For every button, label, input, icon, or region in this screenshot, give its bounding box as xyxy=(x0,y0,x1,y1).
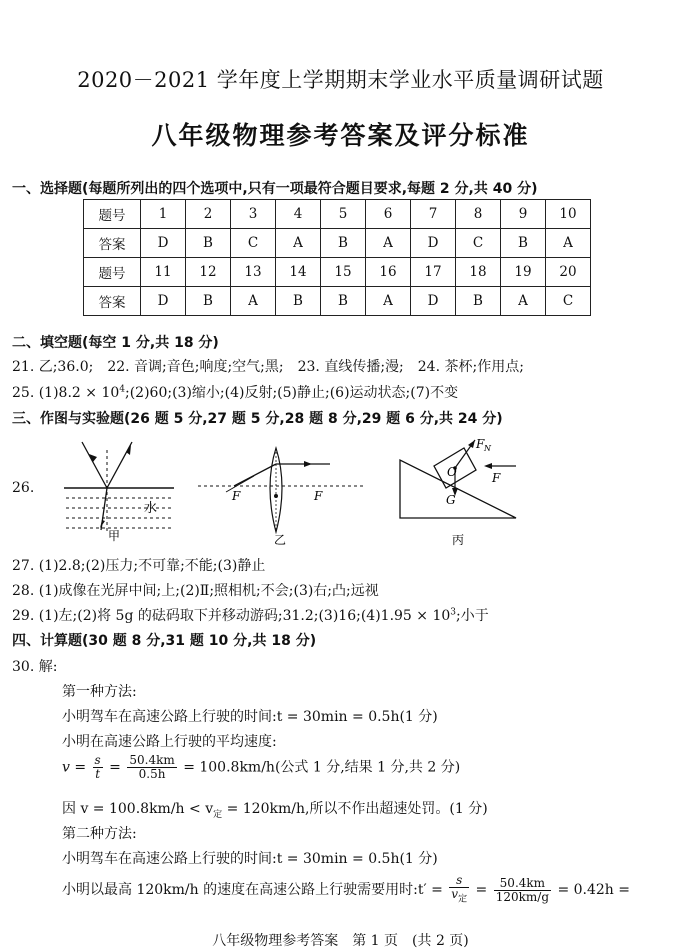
method1-speed-label: 小明在高速公路上行驶的平均速度: xyxy=(62,734,277,750)
table-cell: A xyxy=(231,287,276,316)
speed-comparison: 因 $v = 100.8km/h < v_定 = 120km/h$,所以不作出超速处罚。(1 分) xyxy=(62,801,488,820)
table-cell: 15 xyxy=(321,258,366,287)
table-cell: 12 xyxy=(186,258,231,287)
table-cell: 8 xyxy=(456,200,501,229)
table-cell: B xyxy=(186,229,231,258)
table-cell: 9 xyxy=(501,200,546,229)
figure-caption-jia: 甲 xyxy=(108,529,121,542)
table-cell: A xyxy=(546,229,591,258)
table-cell: 5 xyxy=(321,200,366,229)
table-cell: 3 xyxy=(231,200,276,229)
figure-block-on-incline xyxy=(396,436,526,548)
speed-equation: v = $\frac{s}{t}$ = $\frac{50.4km}{0.5h}$ = 100.8km/h(公式 1 分,结果 1 分,共 2 分) xyxy=(62,753,461,781)
table-cell: B xyxy=(456,287,501,316)
table-cell: 7 xyxy=(411,200,456,229)
method2-time: 小明驾车在高速公路上行驶的时间:t = 30min = 0.5h(1 分) xyxy=(62,851,438,867)
table-row xyxy=(84,200,591,229)
table-cell: B xyxy=(321,287,366,316)
method1-label: 第一种方法: xyxy=(62,684,137,700)
table-cell: 13 xyxy=(231,258,276,287)
table-row xyxy=(84,229,591,258)
section1-heading: 一、选择题(每题所列出的四个选项中,只有一项最符合题目要求,每题 2 分,共 40 分) xyxy=(12,181,538,197)
page-footer: 八年级物理参考答案 第 1 页 (共 2 页) xyxy=(212,933,469,949)
table-cell: A xyxy=(366,229,411,258)
method2-equation: 小明以最高 120km/h 的速度在高速公路上行驶需要用时:t′ = $\frac{s}{v_定}$ = $\frac{50.4km}{120km/g}$ = 0.42h = xyxy=(62,873,631,905)
table-cell: C xyxy=(231,229,276,258)
section3-heading: 三、作图与实验题(26 题 5 分,27 题 5 分,28 题 8 分,29 题 6 分,共 24 分) xyxy=(12,411,503,427)
table-cell: B xyxy=(321,229,366,258)
table-cell: C xyxy=(456,229,501,258)
table-cell: 16 xyxy=(366,258,411,287)
exam-title: 2020－2021 学年度上学期期末学业水平质量调研试题 xyxy=(77,68,604,92)
table-cell: 18 xyxy=(456,258,501,287)
table-cell: 17 xyxy=(411,258,456,287)
water-label: 水 xyxy=(144,501,158,516)
figure-reflection-refraction xyxy=(60,432,180,542)
table-row xyxy=(84,287,591,316)
method2-label: 第二种方法: xyxy=(62,826,137,842)
question-30-label: 30. 解: xyxy=(12,659,58,675)
table-cell: B xyxy=(276,287,321,316)
table-cell: D xyxy=(411,229,456,258)
normal-force-label: F xyxy=(476,437,485,451)
table-cell: 10 xyxy=(546,200,591,229)
normal-force-subscript: N xyxy=(484,444,491,453)
table-cell: 6 xyxy=(366,200,411,229)
table-cell: 14 xyxy=(276,258,321,287)
table-cell: 19 xyxy=(501,258,546,287)
gravity-label: G xyxy=(446,493,456,507)
table-row xyxy=(84,258,591,287)
figure-caption-yi: 乙 xyxy=(274,533,287,546)
answer-line-28: 28. (1)成像在光屏中间;上;(2)Ⅱ;照相机;不会;(3)右;凸;远视 xyxy=(12,583,379,599)
focus-right-label: F xyxy=(314,489,323,503)
point-o-label: O xyxy=(447,465,457,479)
answer-line-21-24: 21. 乙;36.0; 22. 音调;音色;响度;空气;黑; 23. 直线传播;漫; 24. 茶杯;作用点; xyxy=(12,359,524,375)
table-row-label: 题号 xyxy=(84,200,141,229)
answer-line-27: 27. (1)2.8;(2)压力;不可靠;不能;(3)静止 xyxy=(12,558,266,574)
section2-heading: 二、填空题(每空 1 分,共 18 分) xyxy=(12,335,219,351)
table-cell: B xyxy=(501,229,546,258)
table-cell: D xyxy=(141,287,186,316)
figure-caption-bing: 丙 xyxy=(452,533,465,547)
table-row-label: 题号 xyxy=(84,258,141,287)
table-cell: D xyxy=(141,229,186,258)
friction-label: F xyxy=(492,471,501,485)
table-cell: C xyxy=(546,287,591,316)
method1-time: 小明驾车在高速公路上行驶的时间:t = 30min = 0.5h(1 分) xyxy=(62,709,438,725)
table-row-label: 答案 xyxy=(84,229,141,258)
figure-convex-lens xyxy=(196,446,366,546)
answer-key-title: 八年级物理参考答案及评分标准 xyxy=(151,121,530,150)
table-cell: A xyxy=(501,287,546,316)
table-cell: A xyxy=(366,287,411,316)
table-cell: B xyxy=(186,287,231,316)
table-cell: D xyxy=(411,287,456,316)
table-row-label: 答案 xyxy=(84,287,141,316)
table-cell: 20 xyxy=(546,258,591,287)
answer-line-29: 29. (1)左;(2)将 5g 的砝码取下并移动游码;31.2;(3)16;(4)1.95 × $10^3$;小于 xyxy=(12,607,489,624)
answer-line-25: 25. $(1)8.2 \times 10^4;(2)60;(3)$缩小;(4)反射;(5)静止;(6)运动状态;(7)不变 xyxy=(12,384,459,401)
table-cell: 11 xyxy=(141,258,186,287)
table-cell: 1 xyxy=(141,200,186,229)
table-cell: 2 xyxy=(186,200,231,229)
table-cell: 4 xyxy=(276,200,321,229)
table-cell: A xyxy=(276,229,321,258)
answer-table xyxy=(83,199,591,316)
focus-left-label: F xyxy=(232,489,241,503)
section4-heading: 四、计算题(30 题 8 分,31 题 10 分,共 18 分) xyxy=(12,633,317,649)
question-26-label: 26. xyxy=(12,480,35,496)
